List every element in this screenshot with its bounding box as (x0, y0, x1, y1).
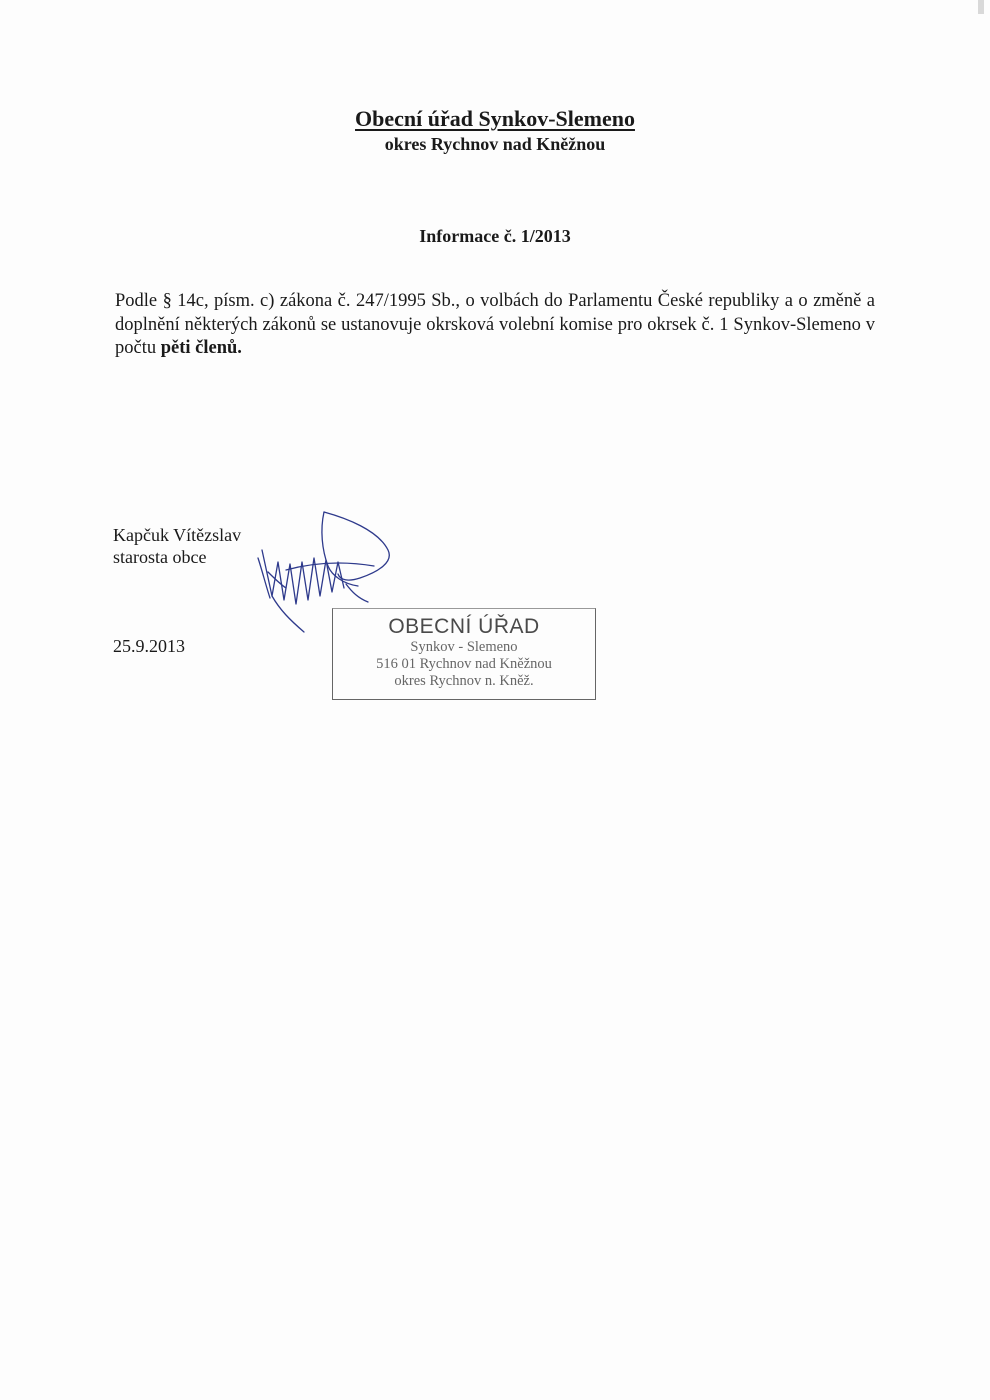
office-district: okres Rychnov nad Kněžnou (384, 134, 606, 154)
signatory-role: starosta obce (113, 547, 207, 567)
scan-edge-mark (978, 0, 984, 14)
document-date: 25.9.2013 (113, 636, 185, 656)
office-title: Obecní úřad Synkov-Slemeno (355, 106, 635, 131)
signatory-name: Kapčuk Vítězslav (113, 525, 242, 545)
stamp-title: OBECNÍ ÚŘAD (388, 615, 540, 638)
body-paragraph (115, 290, 875, 361)
body-text-bold: pěti členů. (160, 338, 242, 358)
stamp-line-1: Synkov - Slemeno (410, 639, 518, 655)
information-number: Informace č. 1/2013 (419, 226, 571, 246)
stamp-line-3: okres Rychnov n. Kněž. (394, 673, 534, 689)
office-stamp (332, 608, 596, 700)
stamp-line-2: 516 01 Rychnov nad Kněžnou (376, 656, 552, 672)
body-text: Podle § 14c, písm. c) zákona č. 247/1995 Sb., o volbách do Parlamentu České republiky a o změně a doplnění některých zákonů se ustanovuje okrsková volební komise pro okrsek č. 1 Synkov-Slemeno v počtu (115, 291, 875, 358)
signatory-block (113, 524, 241, 568)
